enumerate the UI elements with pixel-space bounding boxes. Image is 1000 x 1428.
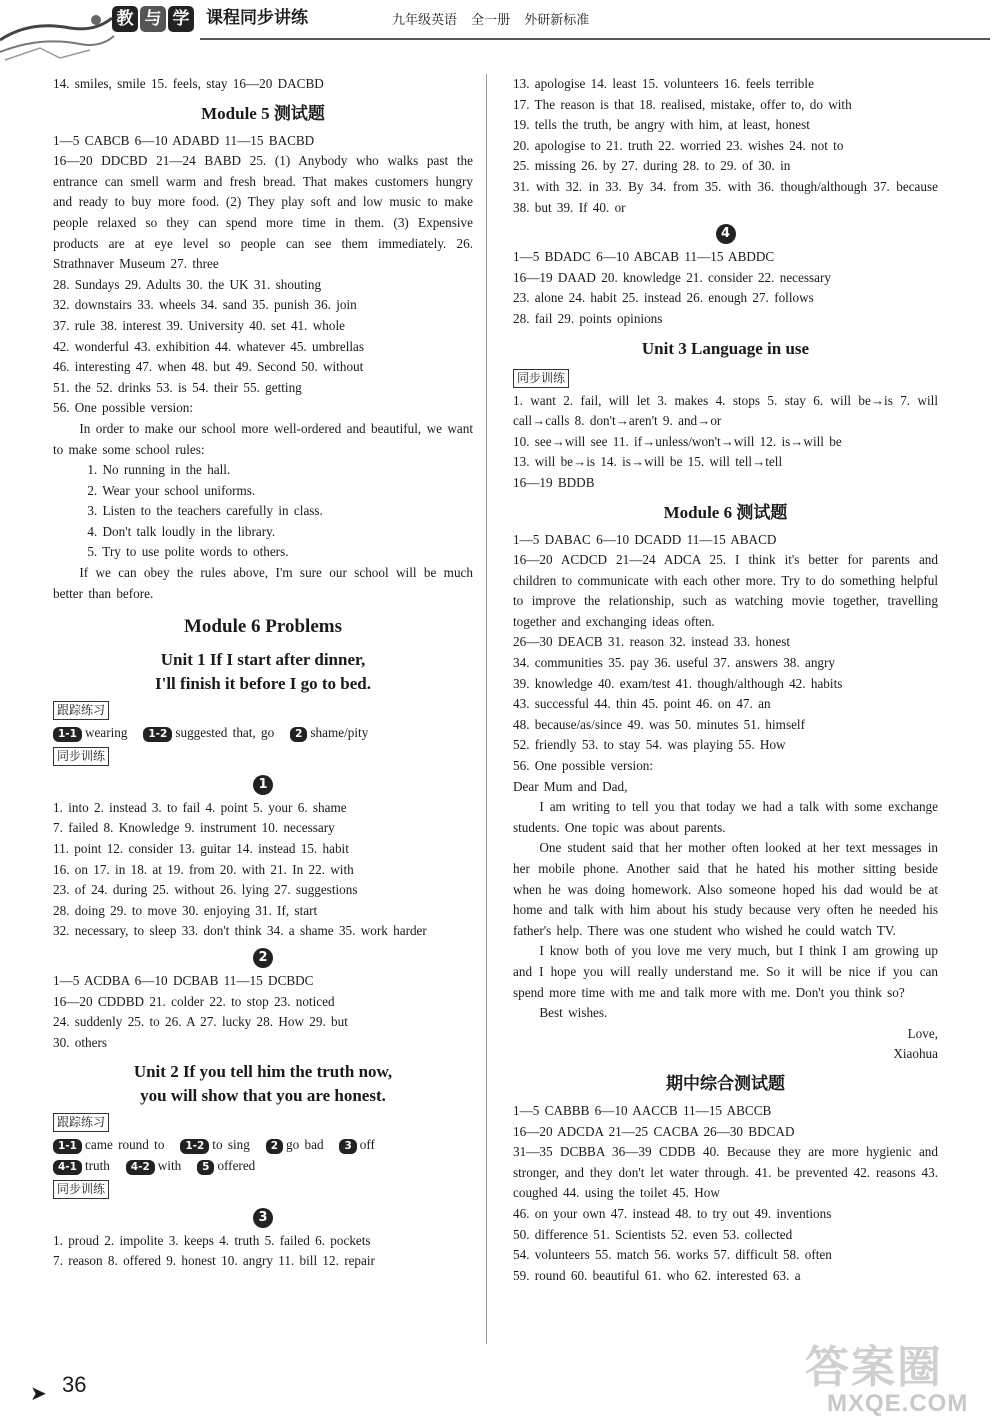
- answer-line: 10. see→will see 11. if→unless/won't→will 12. is→will be: [513, 433, 842, 449]
- answer-line: 1. want 2. fail, will let 3. makes 4. stops 5. stay 6. will be→is 7. will call→calls 8. don't→aren't 9. and→or: [513, 392, 938, 429]
- answer-line: 54. volunteers 55. match 56. works 57. difficult 58. often: [513, 1247, 832, 1263]
- essay-paragraph: If we can obey the rules above, I'm sure our school will be much better than before.: [53, 565, 473, 601]
- answer-line: 24. suddenly 25. to 26. A 27. lucky 28. How 29. but: [53, 1014, 348, 1030]
- answer-line: 32. necessary, to sleep 33. don't think 34. a shame 35. work harder: [53, 923, 427, 939]
- unit-heading: [53, 648, 473, 696]
- letter-greeting: Dear Mum and Dad,: [513, 778, 628, 794]
- answer-line: 28. doing 29. to move 30. enjoying 31. If, start: [53, 902, 318, 918]
- brand-char: 教: [112, 6, 138, 32]
- section-number-badge: 1: [253, 775, 273, 795]
- key-badge: 1-1: [53, 1139, 82, 1154]
- answer-line: 23. alone 24. habit 25. instead 26. enough 27. follows: [513, 290, 814, 306]
- key-answer: with: [157, 1157, 182, 1173]
- key-badge: 4-2: [126, 1160, 155, 1175]
- track-answers: [53, 1135, 473, 1156]
- answer-line: 7. reason 8. offered 9. honest 10. angry 11. bill 12. repair: [53, 1253, 375, 1269]
- letter-paragraph: I am writing to tell you that today we had a talk with some exchange students. One topic was about parents.: [513, 799, 938, 835]
- track-answers: [53, 723, 473, 744]
- key-badge: 3: [339, 1139, 356, 1154]
- answer-line: 16—19 DAAD 20. knowledge 21. consider 22. necessary: [513, 269, 831, 285]
- key-badge: 5: [197, 1160, 214, 1175]
- rule-item: 1. No running in the hall.: [87, 462, 231, 478]
- brand-char: 学: [168, 6, 194, 32]
- section-number-badge: 4: [716, 224, 736, 244]
- answer-line: 26—30 DEACB 31. reason 32. instead 33. honest: [513, 634, 790, 650]
- key-answer: shame/pity: [310, 725, 369, 741]
- section-heading: Module 6 测试题: [663, 502, 788, 522]
- answer-line: 37. rule 38. interest 39. University 40. set 41. whole: [53, 317, 345, 333]
- key-answer: go bad: [286, 1137, 324, 1153]
- answer-line: 48. because/as/since 49. was 50. minutes 51. himself: [513, 716, 805, 732]
- answer-line: 16—20 CDDBD 21. colder 22. to stop 23. noticed: [53, 993, 335, 1009]
- answer-line: 20. apologise to 21. truth 22. worried 23. wishes 24. not to: [513, 137, 844, 153]
- page-number: 36: [62, 1372, 87, 1397]
- answer-line: 1—5 DABAC 6—10 DCADD 11—15 ABACD: [513, 531, 777, 547]
- left-column: [53, 74, 473, 1272]
- unit-title-line: Unit 2 If you tell him the truth now,: [133, 1062, 393, 1082]
- unit-title-line: Unit 1 If I start after dinner,: [160, 650, 366, 670]
- key-badge: 2: [266, 1139, 283, 1154]
- answer-line: 25. missing 26. by 27. during 28. to 29. of 30. in: [513, 158, 791, 174]
- answer-line: 52. friendly 53. to stay 54. was playing 55. How: [513, 737, 786, 753]
- answer-line: 32. downstairs 33. wheels 34. sand 35. punish 36. join: [53, 297, 357, 313]
- answer-line: 56. One possible version:: [53, 400, 194, 416]
- answer-line: 16—20 ADCDA 21—25 CACBA 26—30 BDCAD: [513, 1123, 795, 1139]
- unit-title-line: you will show that you are honest.: [140, 1086, 386, 1106]
- tag-sync-training: 同步训练: [513, 369, 569, 388]
- answer-line: 46. on your own 47. instead 48. to try out 49. inventions: [513, 1205, 832, 1221]
- answer-line: 17. The reason is that 18. realised, mistake, offer to, do with: [513, 96, 852, 112]
- key-answer: offered: [217, 1157, 256, 1173]
- key-badge: 4-1: [53, 1160, 82, 1175]
- answer-line: 16—20 ACDCD 21—24 ADCA 25. I think it's better for parents and children to communicate with each other more. Try to do something helpful to improve the relationship, such as watching movie together, travelling together and exchanging ideas often.: [513, 552, 938, 629]
- right-column: [513, 74, 938, 1286]
- letter-signature: Xiaohua: [893, 1046, 938, 1062]
- brand-char: 与: [140, 6, 166, 32]
- key-answer: off: [359, 1137, 375, 1153]
- answer-line: 14. smiles, smile 15. feels, stay 16—20 DACBD: [53, 76, 324, 91]
- header-rule: [200, 38, 990, 40]
- section-number-badge: 2: [253, 948, 273, 968]
- key-badge: 2: [290, 727, 307, 742]
- page-arrow-icon: ➤: [30, 1381, 47, 1405]
- answer-line: 30. others: [53, 1034, 108, 1050]
- rule-item: 4. Don't talk loudly in the library.: [87, 523, 276, 539]
- letter-paragraph: Best wishes.: [539, 1005, 608, 1021]
- key-answer: to sing: [212, 1137, 250, 1153]
- answer-line: 1. proud 2. impolite 3. keeps 4. truth 5. failed 6. pockets: [53, 1232, 371, 1248]
- answer-line: 34. communities 35. pay 36. useful 37. answers 38. angry: [513, 655, 835, 671]
- answer-line: 42. wonderful 43. exhibition 44. whatever 45. umbrellas: [53, 338, 365, 354]
- answer-line: 19. tells the truth, be angry with him, at least, honest: [513, 117, 810, 133]
- key-answer: truth: [84, 1157, 110, 1173]
- rule-item: 2. Wear your school uniforms.: [87, 482, 256, 498]
- column-divider: [486, 74, 487, 1344]
- essay-paragraph: In order to make our school more well-ordered and beautiful, we want to make some school rules:: [53, 420, 473, 457]
- key-badge: 1-1: [53, 727, 82, 742]
- watermark: [805, 1340, 975, 1422]
- answer-line: 46. interesting 47. when 48. but 49. Second 50. without: [53, 359, 364, 375]
- answer-line: 56. One possible version:: [513, 758, 654, 774]
- answer-line: 1—5 ACDBA 6—10 DCBAB 11—15 DCBDC: [53, 973, 314, 988]
- answer-line: 16—19 BDDB: [513, 474, 595, 490]
- answer-line: 1—5 CABCB 6—10 ADABD 11—15 BACBD: [53, 132, 315, 148]
- tag-sync-training: 同步训练: [53, 1180, 109, 1199]
- section-heading: Module 5 测试题: [201, 103, 325, 123]
- key-badge: 1-2: [180, 1139, 209, 1154]
- brand-logo: [112, 6, 194, 32]
- answer-line: 51. the 52. drinks 53. is 54. their 55. getting: [53, 379, 302, 395]
- answer-line: 1. into 2. instead 3. to fail 4. point 5. your 6. shame: [53, 799, 347, 815]
- answer-line: 28. fail 29. points opinions: [513, 310, 663, 326]
- header-decoration-icon: [0, 0, 115, 66]
- letter-closing: Love,: [907, 1025, 938, 1041]
- key-answer: came round to: [84, 1137, 165, 1153]
- tag-track-practice: 跟踪练习: [53, 701, 109, 720]
- section-heading: 期中综合测试题: [666, 1073, 785, 1093]
- answer-line: 13. will be→is 14. is→will be 15. will tell→tell: [513, 454, 783, 470]
- module-heading: Module 6 Problems: [184, 616, 342, 638]
- unit-heading: [53, 1060, 473, 1108]
- answer-line: 23. of 24. during 25. without 26. lying 27. suggestions: [53, 882, 358, 898]
- answer-line: 39. knowledge 40. exam/test 41. though/although 42. habits: [513, 675, 843, 691]
- answer-line: 31—35 DCBBA 36—39 CDDB 40. Because they are more hygienic and stronger, and they don't let water through. 41. be prevented 42. reasons 43. coughed 44. using the toilet 45. How: [513, 1144, 938, 1201]
- answer-line: 50. difference 51. Scientists 52. even 53. collected: [513, 1226, 793, 1242]
- unit-heading: Unit 3 Language in use: [641, 338, 810, 358]
- key-answer: suggested that, go: [175, 725, 275, 741]
- answer-line: 7. failed 8. Knowledge 9. instrument 10. necessary: [53, 820, 335, 836]
- key-answer: wearing: [84, 725, 128, 741]
- track-answers: [53, 1156, 473, 1177]
- answer-line: 43. successful 44. thin 45. point 46. on 47. an: [513, 696, 771, 712]
- answer-line: 1—5 BDADC 6—10 ABCAB 11—15 ABDDC: [513, 249, 775, 265]
- tag-track-practice: 跟踪练习: [53, 1113, 109, 1132]
- watermark-url: MXQE.COM: [827, 1390, 969, 1417]
- answer-line: 59. round 60. beautiful 61. who 62. interested 63. a: [513, 1267, 801, 1283]
- book-title: 课程同步讲练: [206, 8, 308, 28]
- rule-item: 3. Listen to the teachers carefully in class.: [87, 503, 323, 519]
- answer-line: 16—20 DDCBD 21—24 BABD 25. (1) Anybody who walks past the entrance can smell warm and fresh bread. That makes customers hungry and ready to buy more food. (2) They play soft and low music to make people relaxed so they can spend more time in them. (3) Expensive products are at eye level so people can see them immediately. 26. Strathnaver Museum 27. three: [53, 153, 473, 272]
- answer-line: 16. on 17. in 18. at 19. from 20. with 21. In 22. with: [53, 861, 354, 877]
- answer-line: 13. apologise 14. least 15. volunteers 16. feels terrible: [513, 76, 814, 91]
- letter-paragraph: One student said that her mother often looked at her text messages in her mobile phone. Another said that he hated his mother sitting beside when he was doing homework. Also someone hoped his dad would be at home and talk with him about his study because very often he needed his father's help. There was one student who wished he could watch TV.: [513, 840, 938, 938]
- section-number-badge: 3: [253, 1208, 273, 1228]
- letter-paragraph: I know both of you love me very much, but I think I am growing up and I hope you will really understand me. So it will be nice if you can spend more time with me and talk more with me. Don't you think so?: [513, 943, 938, 1000]
- answer-line: 28. Sundays 29. Adults 30. the UK 31. shouting: [53, 276, 322, 292]
- rule-item: 5. Try to use polite words to others.: [87, 544, 289, 560]
- answer-line: 1—5 CABBB 6—10 AACCB 11—15 ABCCB: [513, 1102, 772, 1118]
- tag-sync-training: 同步训练: [53, 747, 109, 766]
- unit-title-line: I'll finish it before I go to bed.: [155, 674, 371, 694]
- watermark-logo: 答案圈: [805, 1342, 943, 1393]
- answer-line: 11. point 12. consider 13. guitar 14. instead 15. habit: [53, 841, 349, 857]
- book-meta: 九年级英语 全一册 外研新标准: [392, 13, 590, 28]
- answer-line: 31. with 32. in 33. By 34. from 35. with 36. though/although 37. because 38. but 39. If 40. or: [513, 178, 938, 215]
- page-header: [0, 0, 1000, 66]
- key-badge: 1-2: [143, 727, 172, 742]
